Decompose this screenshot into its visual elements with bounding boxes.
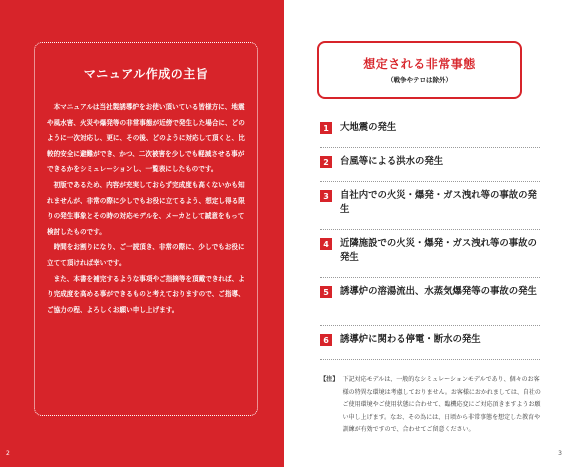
list-item xyxy=(320,182,540,230)
emergency-title: 想定される非常事態 xyxy=(363,57,476,71)
item-number-badge: 5 xyxy=(320,286,332,298)
note-text: 下記対応モデルは、一般的なシミュレーションモデルであり、個々のお客様の特異な環境は考慮しておりません。お客様におかれましては、自社のご使用環境やご使用状態に合わせて、臨機応変にご対応頂きますようお願い申し上げます。なお、その為には、日頃から非常事態を想定した教育や訓練が有効ですので、合わせてご留意ください。 xyxy=(342,376,541,434)
list-item xyxy=(320,326,540,360)
item-number-badge: 3 xyxy=(320,190,332,202)
item-text: 誘導炉の溶湯流出、水蒸気爆発等の事故の発生 xyxy=(340,286,537,297)
purpose-paragraph-4: また、本書を補完するような事項やご指摘等を頂戴できれば、より完成度を高める事ができるものと考えておりますので、ご指導、ご協力の程、よろしくお願い申し上げます。 xyxy=(47,274,245,314)
item-number-badge: 1 xyxy=(320,122,332,134)
list-item xyxy=(320,278,540,326)
item-text: 台風等による洪水の発生 xyxy=(340,156,444,167)
emergency-subtitle: （戦争やテロは除外） xyxy=(387,76,452,84)
item-number-badge: 6 xyxy=(320,334,332,346)
note-label: 【注】 xyxy=(320,376,339,383)
note-block xyxy=(320,374,542,437)
page-number-right: 3 xyxy=(558,450,562,457)
purpose-paragraph-3: 時間をお割りになり、ご一読頂き、非常の際に、少しでもお役に立てて頂ければ幸いです。 xyxy=(47,243,245,267)
item-text: 誘導炉に関わる停電・断水の発生 xyxy=(340,334,481,345)
purpose-title: マニュアル作成の主旨 xyxy=(83,67,209,81)
item-text: 大地震の発生 xyxy=(340,122,397,133)
item-text: 自社内での火災・爆発・ガス洩れ等の事故の発生 xyxy=(340,190,537,215)
purpose-frame xyxy=(34,42,258,416)
item-text: 近隣施設での火災・爆発・ガス洩れ等の事故の発生 xyxy=(340,238,537,263)
item-number-badge: 4 xyxy=(320,238,332,250)
list-item xyxy=(320,230,540,278)
emergency-list xyxy=(320,114,540,360)
list-item xyxy=(320,148,540,182)
purpose-paragraph-2: 初版であるため、内容が充実しておらず完成度も高くないかも知れませんが、非常の際に少しでもお役に立てるよう、想定し得る限りの発生事象とその時の対応モデルを、メーカとして誠意をもって検討したものです。 xyxy=(47,180,245,236)
right-page xyxy=(284,0,568,467)
purpose-paragraph-1: 本マニュアルは当社製誘導炉をお使い頂いている皆様方に、地震や風水害、火災や爆発等の非常事態が近傍で発生した場合に、どのように一次対応し、更に、その後、どのように対応して頂くと、比較的安全に避難ができ、かつ、二次被害を少しでも軽減させる事ができるかをシミュレーションし、一覧表にしたものです。 xyxy=(47,103,245,174)
item-number-badge: 2 xyxy=(320,156,332,168)
page-number-left: 2 xyxy=(6,450,10,457)
list-item xyxy=(320,114,540,148)
emergency-title-box xyxy=(317,41,522,99)
